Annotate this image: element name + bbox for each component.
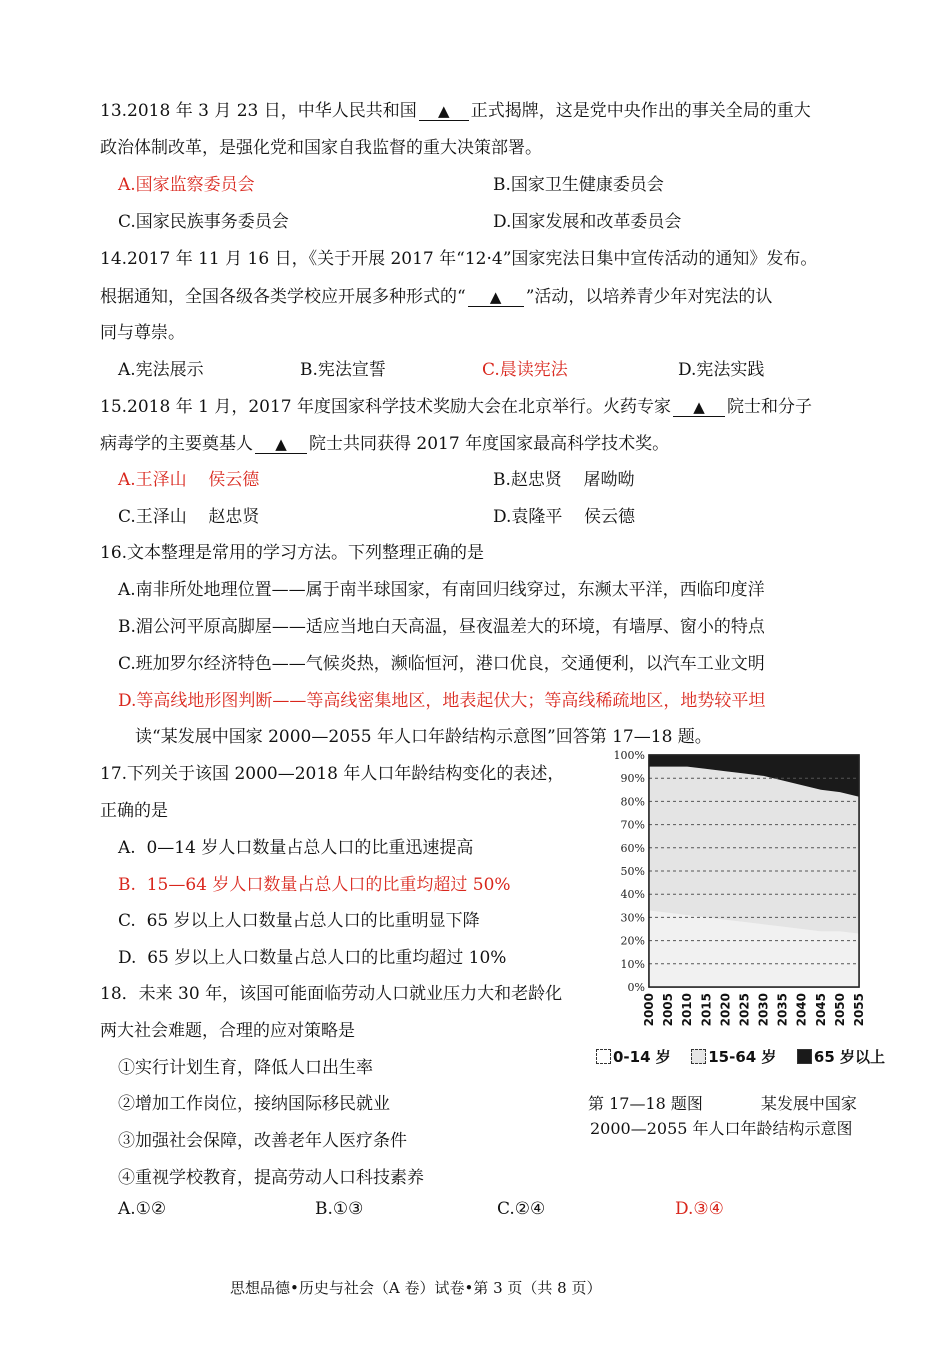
figure-caption-line2: 2000—2055 年人口年龄结构示意图 bbox=[590, 1119, 853, 1138]
x-tick-label: 2000 bbox=[642, 993, 656, 1027]
y-tick-label: 90% bbox=[620, 772, 645, 786]
y-tick-label: 10% bbox=[620, 957, 645, 971]
area-15-64 bbox=[649, 767, 859, 934]
q14-line1: 14.2017 年 11 月 16 日，《关于开展 2017 年“12·4”国家宪法日集中宣传活动的通知》发布。 bbox=[100, 249, 818, 269]
q13-option-b: B.国家卫生健康委员会 bbox=[493, 175, 664, 195]
chart-legend bbox=[596, 1046, 885, 1067]
q18-item-4: ④重视学校教育，提高劳动人口科技素养 bbox=[118, 1168, 424, 1188]
q15-option-b: B.赵忠贤 屠呦呦 bbox=[493, 470, 635, 490]
q17-option-a: A. 0—14 岁人口数量占总人口的比重迅速提高 bbox=[118, 838, 474, 858]
answer-blank: ▲ bbox=[468, 288, 524, 307]
y-tick-label: 20% bbox=[620, 934, 645, 948]
q13-option-a: A.国家监察委员会 bbox=[118, 175, 255, 195]
x-tick-label: 2010 bbox=[680, 993, 695, 1027]
q18-line1: 18．未来 30 年，该国可能面临劳动人口就业压力大和老龄化 bbox=[100, 984, 563, 1004]
q17-option-b: B. 15—64 岁人口数量占总人口的比重均超过 50% bbox=[118, 875, 511, 895]
q15-option-d: D.袁隆平 侯云德 bbox=[493, 507, 636, 527]
q18-item-1: ①实行计划生育，降低人口出生率 bbox=[118, 1058, 373, 1078]
q13-line1: 13.2018 年 3 月 23 日，中华人民共和国 ▲ 正式揭牌，这是党中央作出的事关全局的重大 bbox=[100, 101, 811, 121]
x-tick-label: 2020 bbox=[718, 993, 733, 1027]
q18-line2: 两大社会难题，合理的应对策略是 bbox=[100, 1021, 355, 1041]
x-tick-label: 2035 bbox=[775, 993, 790, 1027]
y-tick-label: 50% bbox=[620, 865, 645, 878]
q16-option-a: A.南非所处地理位置——属于南半球国家，有南回归线穿过，东濒太平洋，西临印度洋 bbox=[118, 580, 765, 600]
legend-label-65: 65 岁以上 bbox=[813, 1048, 886, 1066]
x-tick-label: 2005 bbox=[661, 993, 676, 1027]
x-tick-label: 2045 bbox=[813, 993, 828, 1027]
q16-option-b: B.湄公河平原高脚屋——适应当地白天高温，昼夜温差大的环境，有墙厚、窗小的特点 bbox=[118, 617, 765, 637]
q16-option-d: D.等高线地形图判断——等高线密集地区，地表起伏大；等高线稀疏地区，地势较平坦 bbox=[118, 691, 766, 711]
q18-item-3: ③加强社会保障，改善老年人医疗条件 bbox=[118, 1131, 407, 1151]
y-tick-label: 100% bbox=[613, 749, 645, 762]
legend-swatch-15-64 bbox=[691, 1049, 706, 1064]
q15-option-c: C.王泽山 赵忠贤 bbox=[118, 507, 260, 527]
q13-line2: 政治体制改革，是强化党和国家自我监督的重大决策部署。 bbox=[100, 138, 542, 158]
y-tick-label: 40% bbox=[620, 888, 645, 902]
figure-caption-line1: 第 17—18 题图 某发展中国家 bbox=[588, 1094, 857, 1113]
x-tick-label: 2025 bbox=[737, 993, 752, 1027]
q14-option-c: C.晨读宪法 bbox=[482, 360, 568, 380]
q14-option-d: D.宪法实践 bbox=[678, 360, 765, 380]
q16-option-c: C.班加罗尔经济特色——气候炎热，濒临恒河，港口优良，交通便利，以汽车工业文明 bbox=[118, 654, 765, 674]
x-tick-label: 2015 bbox=[699, 993, 714, 1027]
x-tick-label: 2040 bbox=[794, 993, 809, 1027]
q14-line2: 根据通知，全国各级各类学校应开展多种形式的“ ▲ ”活动，以培养青少年对宪法的认 bbox=[100, 287, 773, 307]
q13-option-d: D.国家发展和改革委员会 bbox=[493, 212, 682, 232]
legend-swatch-0-14 bbox=[596, 1049, 611, 1064]
q17-line2: 正确的是 bbox=[100, 801, 168, 821]
x-tick-label: 2030 bbox=[756, 993, 771, 1027]
q14-option-a: A.宪法展示 bbox=[118, 360, 204, 380]
q18-option-d: D.③④ bbox=[675, 1199, 724, 1219]
y-tick-label: 70% bbox=[620, 818, 645, 832]
q17-option-c: C. 65 岁以上人口数量占总人口的比重明显下降 bbox=[118, 911, 480, 931]
y-tick-label: 80% bbox=[620, 795, 645, 809]
q17-18-intro: 读“某发展中国家 2000—2055 年人口年龄结构示意图”回答第 17—18 题。 bbox=[135, 727, 712, 747]
answer-blank: ▲ bbox=[673, 398, 725, 417]
y-tick-label: 0% bbox=[627, 981, 645, 994]
q18-item-2: ②增加工作岗位，接纳国际移民就业 bbox=[118, 1094, 390, 1114]
y-tick-label: 30% bbox=[620, 911, 645, 925]
q18-option-a: A.①② bbox=[118, 1199, 167, 1219]
q16-stem: 16.文本整理是常用的学习方法。下列整理正确的是 bbox=[100, 543, 485, 563]
q18-option-c: C.②④ bbox=[497, 1199, 546, 1219]
population-age-structure-chart bbox=[605, 745, 875, 1045]
y-tick-label: 60% bbox=[620, 841, 645, 855]
q17-option-d: D. 65 岁以上人口数量占总人口的比重均超过 10% bbox=[118, 948, 507, 968]
answer-blank: ▲ bbox=[419, 102, 469, 121]
q15-line1: 15.2018 年 1 月，2017 年度国家科学技术奖励大会在北京举行。火药专家 ▲ 院士和分子 bbox=[100, 397, 812, 417]
q18-option-b: B.①③ bbox=[315, 1199, 364, 1219]
answer-blank: ▲ bbox=[255, 435, 307, 454]
legend-label-0-14: 0-14 岁 bbox=[613, 1048, 671, 1066]
page-footer: 思想品德•历史与社会（A 卷）试卷•第 3 页（共 8 页） bbox=[230, 1279, 602, 1297]
q15-option-a: A.王泽山 侯云德 bbox=[118, 470, 260, 490]
q13-option-c: C.国家民族事务委员会 bbox=[118, 212, 289, 232]
q17-line1: 17.下列关于该国 2000—2018 年人口年龄结构变化的表述， bbox=[100, 764, 565, 784]
q15-line2: 病毒学的主要奠基人 ▲ 院士共同获得 2017 年度国家最高科学技术奖。 bbox=[100, 434, 670, 454]
legend-label-15-64: 15-64 岁 bbox=[708, 1048, 777, 1066]
q14-option-b: B.宪法宣誓 bbox=[300, 360, 386, 380]
x-tick-label: 2050 bbox=[832, 993, 847, 1027]
legend-swatch-65 bbox=[797, 1049, 812, 1064]
x-tick-label: 2055 bbox=[852, 993, 866, 1027]
q14-line3: 同与尊崇。 bbox=[100, 323, 185, 343]
